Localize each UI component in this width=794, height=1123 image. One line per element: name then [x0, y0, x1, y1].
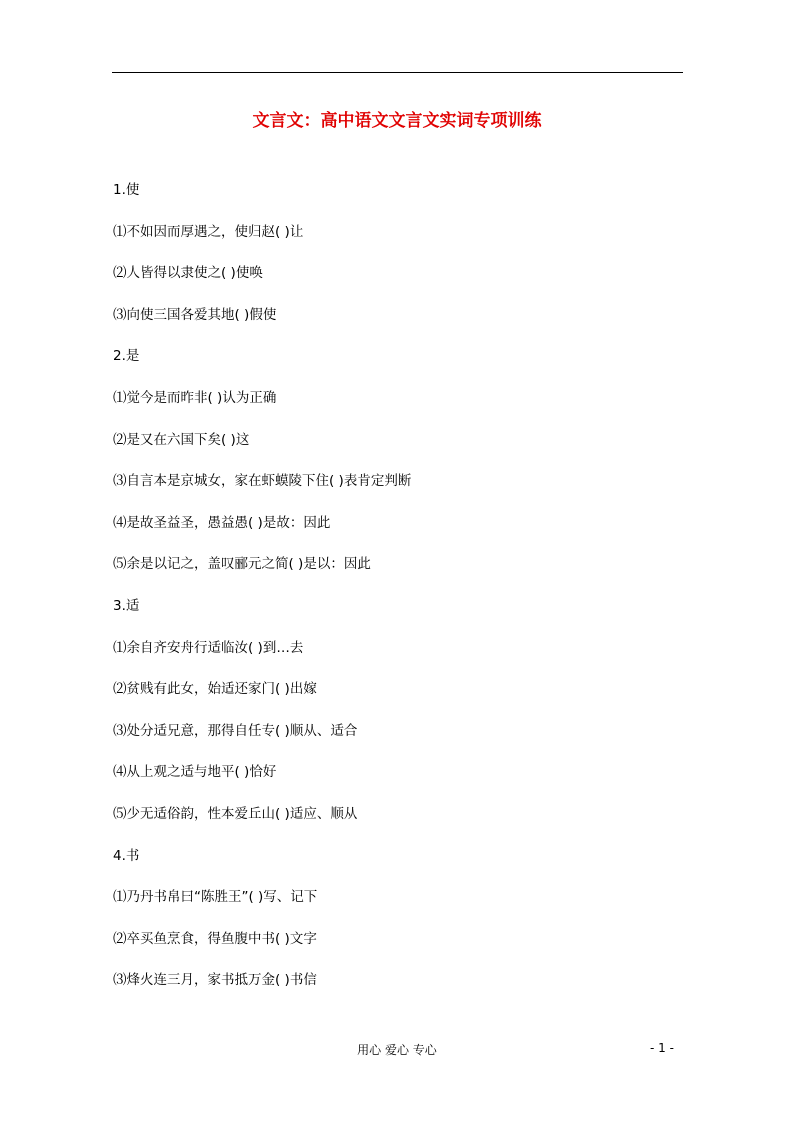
- text-line: ⑶烽火连三月，家书抵万金( )书信: [113, 972, 317, 989]
- header-rule: [112, 72, 683, 73]
- text-line: ⑴觉今是而昨非( )认为正确: [113, 389, 277, 406]
- page-title: 文言文：高中语文文言文实词专项训练: [252, 111, 542, 131]
- text-line: ⑴不如因而厚遇之，使归赵( )让: [113, 223, 304, 240]
- text-line: ⑵卒买鱼烹食，得鱼腹中书( )文字: [113, 930, 317, 947]
- text-line: 2.是: [113, 348, 140, 365]
- text-line: ⑶自言本是京城女，家在虾蟆陵下住( )表肯定判断: [113, 473, 412, 490]
- text-line: ⑴余自齐安舟行适临汝( )到…去: [113, 639, 304, 656]
- footer-motto: 用心 爱心 专心: [357, 1043, 437, 1057]
- text-line: 1.使: [113, 182, 140, 198]
- text-line: ⑶处分适兄意，那得自任专( )顺从、适合: [113, 722, 358, 739]
- text-line: ⑷从上观之适与地平( )恰好: [113, 764, 277, 781]
- text-line: ⑸少无适俗韵，性本爱丘山( )适应、顺从: [113, 805, 358, 822]
- text-line: ⑴乃丹书帛曰“陈胜王”( )写、记下: [113, 889, 318, 906]
- text-line: ⑷是故圣益圣，愚益愚( )是故：因此: [113, 514, 331, 531]
- page-number: - 1 -: [650, 1041, 674, 1055]
- text-line: ⑵是又在六国下矣( )这: [113, 431, 250, 448]
- text-line: 3.适: [113, 597, 140, 614]
- text-line: ⑵贫贱有此女，始适还家门( )出嫁: [113, 681, 317, 698]
- text-line: ⑸余是以记之，盖叹郦元之简( )是以：因此: [113, 556, 371, 573]
- text-line: 4.书: [113, 847, 140, 864]
- text-line: ⑵人皆得以隶使之( )使唤: [113, 265, 263, 282]
- text-line: ⑶向使三国各爱其地( )假使: [113, 306, 277, 323]
- document-body: [113, 180, 683, 1012]
